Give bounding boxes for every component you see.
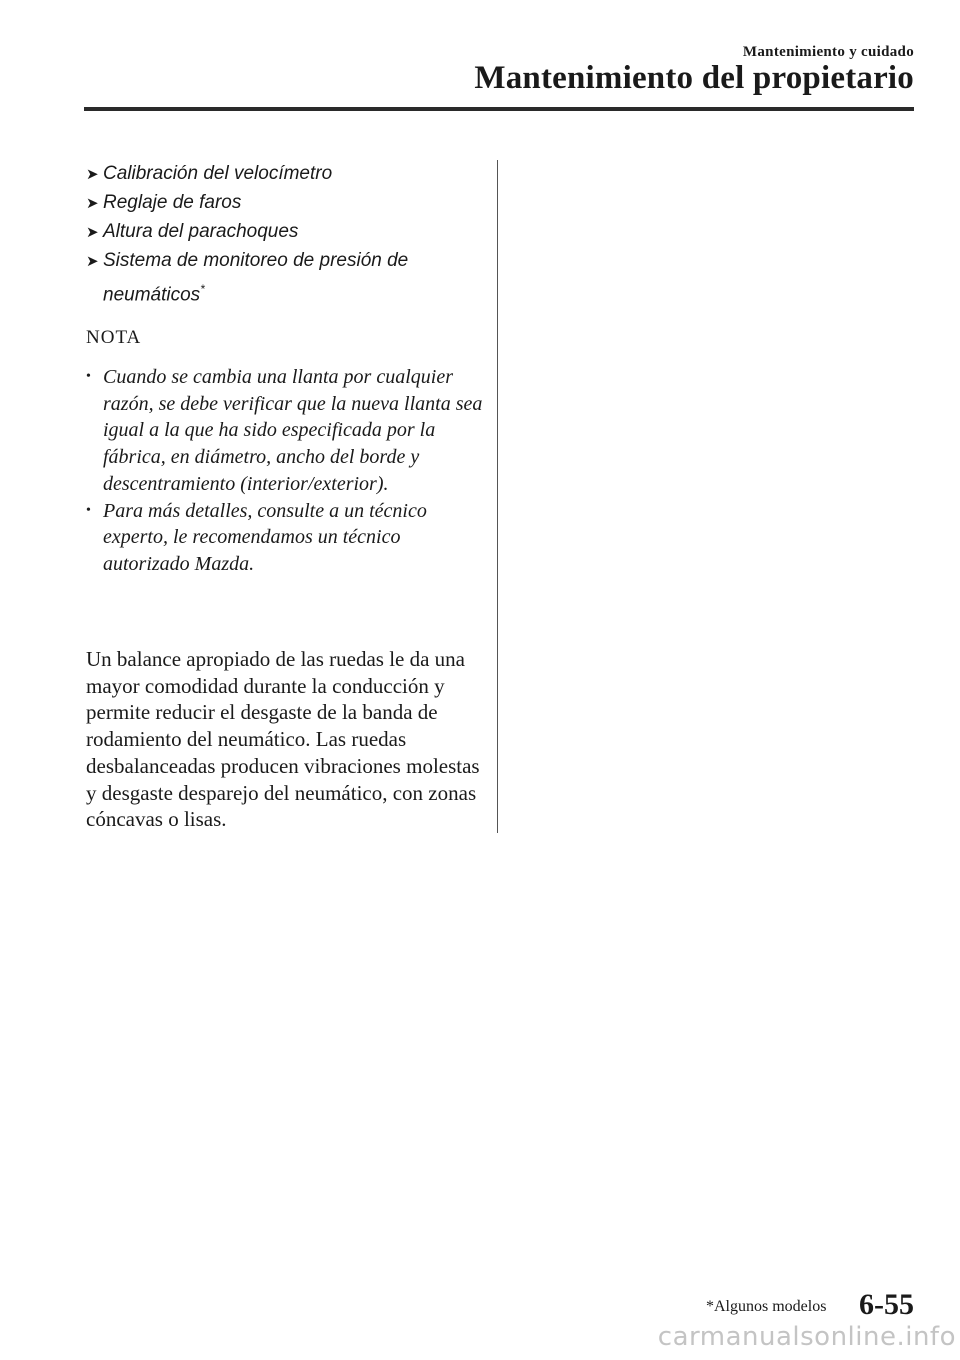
- note-label: NOTA: [86, 327, 142, 348]
- note-item-text: Para más detalles, consulte a un técnico experto, le recomendamos un técnico autorizado Mazda.: [103, 499, 427, 575]
- link-text: Reglaje de faros: [103, 192, 242, 213]
- page-title: Mantenimiento del propietario: [474, 60, 914, 96]
- note-item-text: Cuando se cambia una llanta por cualquier razón, se debe verificar que la nueva llanta sea igual a la que ha sido especificada por la fábrica, en diámetro, ancho del borde y descentramiento (interior/exterior).: [103, 366, 483, 495]
- note-item: [86, 498, 486, 578]
- bullet-icon: •: [86, 502, 91, 518]
- link-reglaje[interactable]: [86, 189, 486, 218]
- arrow-right-icon: ➤: [86, 253, 99, 270]
- link-sistema-monitoreo[interactable]: [86, 247, 486, 309]
- footnote-marker: *: [200, 282, 205, 296]
- header-section-label: Mantenimiento y cuidado: [742, 44, 914, 60]
- link-text: Sistema de monitoreo de presión de neumáticos*: [103, 250, 409, 306]
- link-altura[interactable]: [86, 218, 486, 247]
- bullet-icon: •: [86, 369, 91, 384]
- arrow-right-icon: ➤: [86, 195, 99, 212]
- arrow-right-icon: ➤: [86, 224, 99, 241]
- arrow-right-icon: ➤: [86, 166, 99, 183]
- link-text: Altura del parachoques: [103, 221, 299, 242]
- link-calibracion[interactable]: [86, 160, 486, 189]
- header-divider: [84, 107, 914, 111]
- footnote: *Algunos modelos: [706, 1298, 827, 1315]
- watermark: carmanualsonline.info: [657, 1322, 956, 1352]
- page-number: 6-55: [859, 1288, 914, 1321]
- body-paragraph: Un balance apropiado de las ruedas le da una mayor comodidad durante la conducción y permite reducir el desgaste de la banda de rodamiento del neumático. Las ruedas desbalanceadas producen vibraciones molestas y desgaste desparejo del neumático, con zonas cóncavas o lisas.: [86, 647, 480, 832]
- note-item: [86, 364, 486, 498]
- column-divider: [497, 160, 498, 833]
- note-list: [86, 364, 486, 578]
- link-text: Calibración del velocímetro: [103, 163, 333, 184]
- reference-links: [86, 160, 486, 309]
